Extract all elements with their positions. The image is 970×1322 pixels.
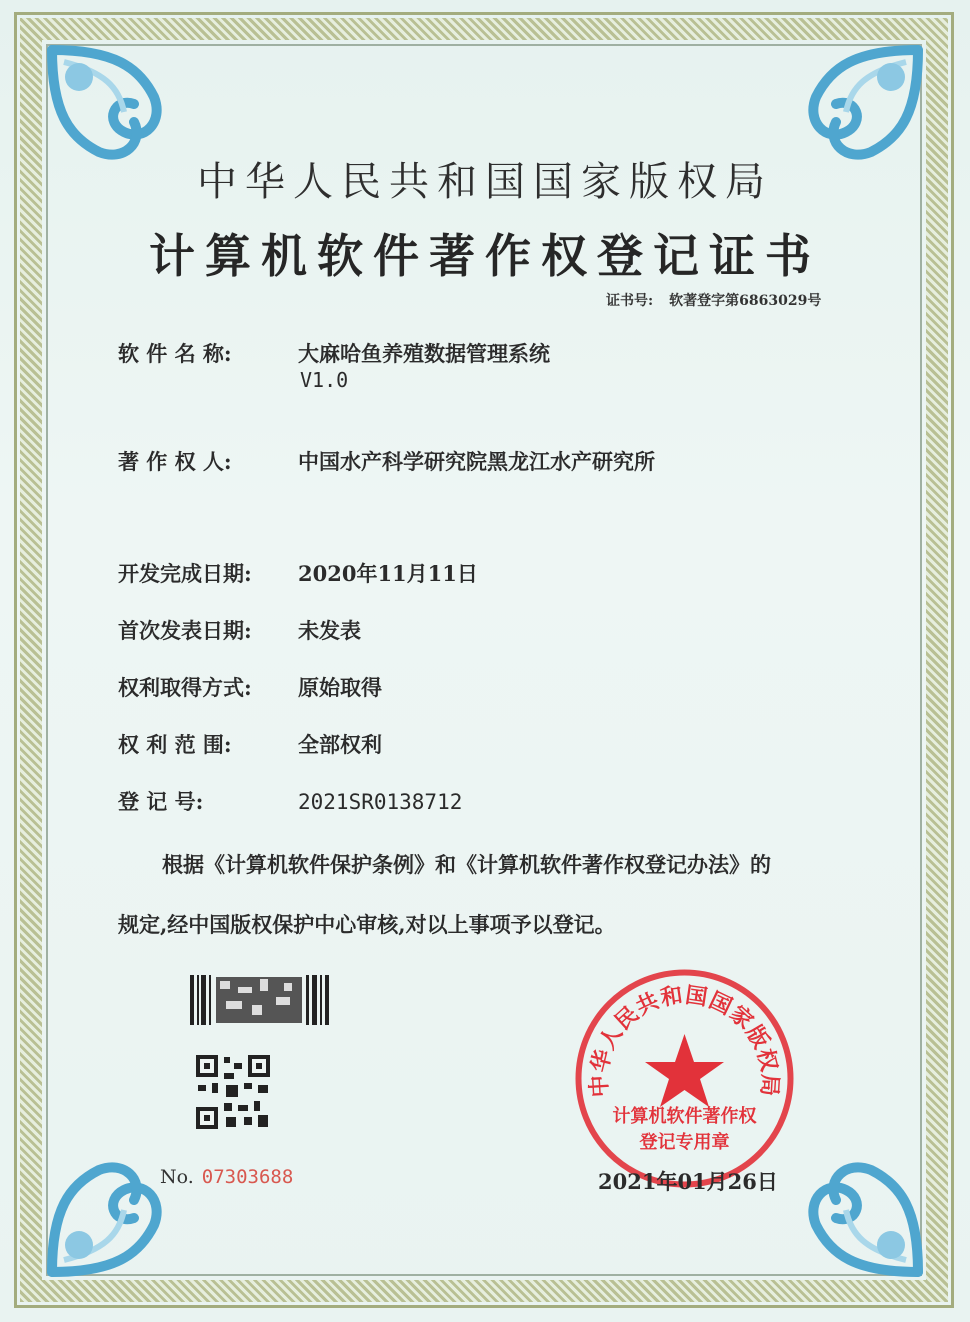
acquisition-row (118, 672, 382, 702)
software-name-row (118, 338, 550, 368)
copyright-owner-value: 中国水产科学研究院黑龙江水产研究所 (298, 449, 655, 474)
first-publication-value: 未发表 (298, 618, 361, 643)
software-version: V1.0 (300, 368, 349, 392)
field-label: 软 件 名 称: (118, 341, 232, 366)
statement-line-2: 规定,经中国版权保护中心审核,对以上事项予以登记。 (118, 912, 616, 937)
field-label: 开发完成日期: (118, 561, 252, 586)
serial-value: 07303688 (201, 1166, 294, 1188)
serial-label: No. (160, 1166, 194, 1188)
barcode-icon (190, 975, 332, 1025)
field-label: 权利取得方式: (118, 675, 252, 700)
registration-number-row (118, 786, 462, 816)
field-label: 首次发表日期: (118, 618, 252, 643)
official-seal (572, 966, 797, 1191)
seal-inner-line-2: 登记专用章 (639, 1132, 730, 1153)
copyright-owner-row (118, 446, 655, 476)
scope-row (118, 729, 382, 759)
field-label: 登 记 号: (118, 789, 204, 814)
first-publication-row (118, 615, 361, 645)
qr-code-icon (196, 1055, 270, 1129)
corner-ornament-icon (776, 1130, 926, 1280)
completion-date-row (118, 558, 478, 588)
certificate-number-label: 证书号: (606, 293, 654, 309)
seal-ring-icon (572, 966, 797, 1191)
field-label: 权 利 范 围: (118, 732, 232, 757)
completion-date-value: 2020年11月11日 (298, 561, 478, 586)
software-name-value: 大麻哈鱼养殖数据管理系统 (298, 341, 550, 366)
corner-ornament-icon (44, 1130, 194, 1280)
acquisition-value: 原始取得 (298, 675, 382, 700)
seal-inner-line-1: 计算机软件著作权 (612, 1106, 757, 1127)
issuer-heading: 中华人民共和国国家版权局 (197, 159, 773, 205)
registration-number-value: 2021SR0138712 (298, 790, 463, 814)
certificate-number (606, 290, 821, 310)
seal-ring-text: 中华人民共和国国家版权局 (586, 982, 783, 1098)
certificate-title: 计算机软件著作权登记证书 (149, 229, 821, 283)
serial-number (160, 1166, 293, 1188)
scope-value: 全部权利 (298, 732, 382, 757)
statement-line-1: 根据《计算机软件保护条例》和《计算机软件著作权登记办法》的 (162, 852, 771, 877)
issue-date: 2021年01月26日 (598, 1169, 778, 1194)
certificate-number-value: 软著登字第6863029号 (669, 293, 822, 309)
field-label: 著 作 权 人: (118, 449, 232, 474)
